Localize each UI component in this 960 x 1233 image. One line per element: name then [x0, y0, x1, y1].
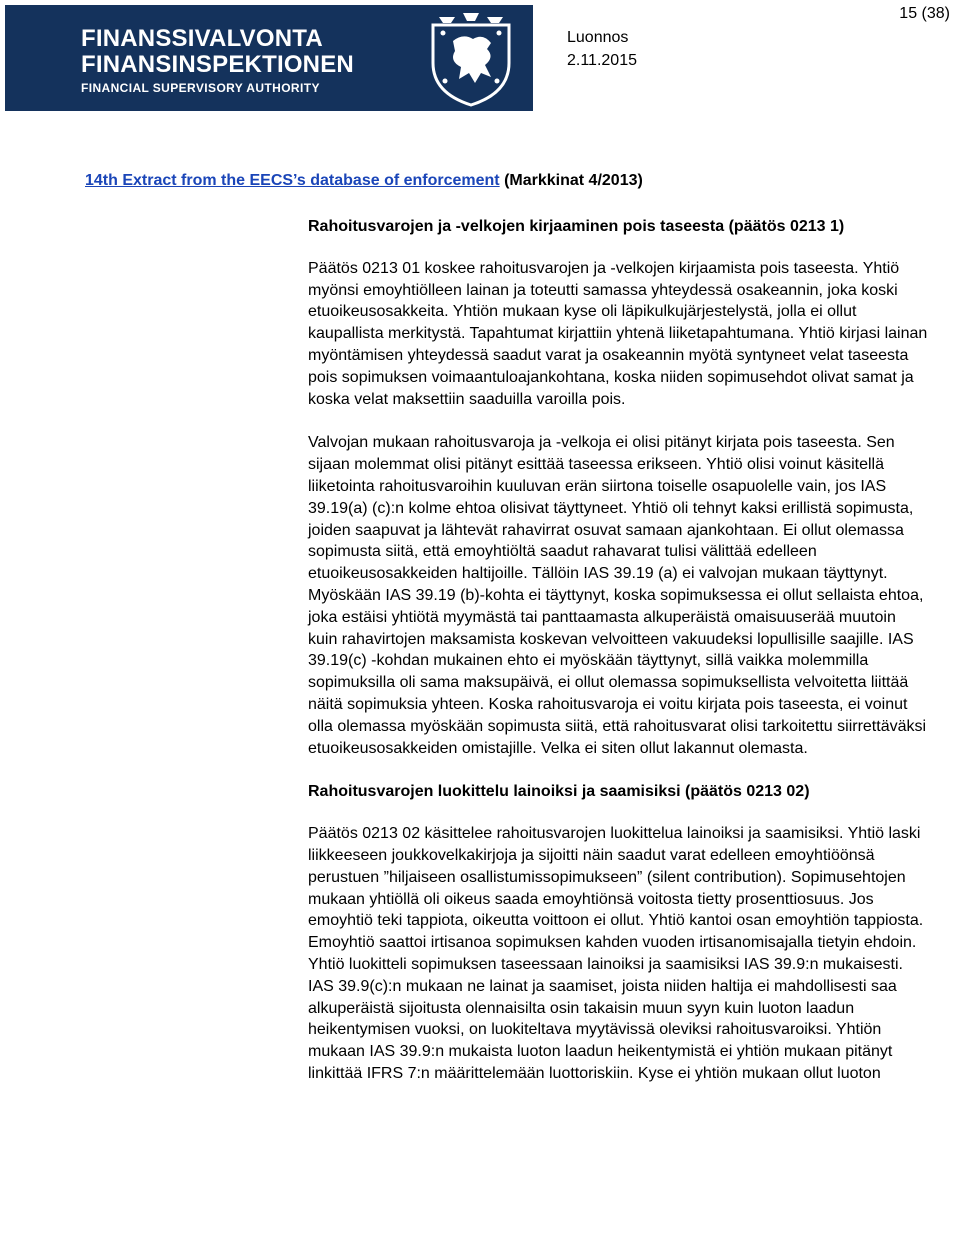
paragraph: Päätös 0213 02 käsittelee rahoitusvarojen luokittelua lainoiksi ja saamisiksi. Yhtiö laski liikkeeseen joukkovelkakirjoja ja sijoitti näin saadut varat edelleen emoyhtiöönsä perustuen ”hiljaiseen osallistumissopimukseen” (silent contribution). Sopimusehtojen mukaan yhtiöllä oli oikeus saada emoyhtiönsä voitosta tietty prosenttiosuus. Jos emoyhtiö teki tappiota, oikeutta voittoon ei ollut. Yhtiö kantoi osan emoyhtiön tappiosta. Emoyhtiö saattoi irtisanoa sopimuksen kahden vuoden irtisanomisajalla tietyin ehdoin. Yhtiö luokitteli sopimuksen taseessaan lainoiksi ja saamisiksi IAS 39.9:n mukaisesti. IAS 39.9(c):n mukaan ne lainat ja saamiset, joista niiden haltija ei mahdollisesti saa alkuperäistä sijoitusta olennaisilta osin takaisin muun syyn kuin luoton laadun heikentymisen vuoksi, on luokiteltava myytävissä oleviksi rahoitusvaroiksi. Yhtiön mukaan IAS 39.9:n mukaista luoton laadun heikentymistä ei yhtiön mukaan pitänyt linkittää IFRS 7:n määrittelemään luottoriskiin. Kyse ei yhtiön mukaan ollut luoton: [308, 825, 924, 1082]
paragraph: Valvojan mukaan rahoitusvaroja ja -velkoja ei olisi pitänyt kirjata pois taseesta. Sen sijaan molemmat olisi pitänyt esittää taseessa erikseen. Yhtiö olisi voinut käsitellä liiketointa rahoitusvaroihin kuuluvan erän siirtona toiselle osapuolelle vain, jos IAS 39.19(a) (c):n kolme ehtoa olisivat täyttyneet. Yhtiö oli tehnyt kaksi erillistä sopimusta, joiden saapuvat ja lähtevät rahavirrat osuvat samaan ajankohtaan. Ei ollut olemassa sopimusta siitä, että emoyhtiöltä saadut rahavarat tulisi välittää edelleen etuoikeusosakkeiden haltijoille. Tällöin IAS 39.19 (a) ei valvojan mukaan täyttynyt. Myöskään IAS 39.19 (b)-kohta ei täyttynyt, koska sopimuksessa ei ollut sellaista ehtoa, joka estäisi yhtiötä myymästä tai panttaamasta alkuperäistä omaisuuserää muutoin kuin rahavirtojen maksamista koskevan velvoitteen vakuudeksi lopullisille saajille. IAS 39.19(c) -kohdan mukainen ehto ei myöskään täyttynyt, sillä vaikka molemmilla sopimuksilla oli sama maksupäivä, ei ollut olemassa sopimuksellista velvoitetta liittää näitä sopimuksia yhteen. Koska rahoitusvaroja ei voitu kirjata pois taseesta, ei voinut olla olemassa myöskään sopimusta siitä, että rahoitusvarat olisi tarkoitettu siirrettäväksi etuoikeusosakkeiden omistajille. Velka ei siten ollut lakannut olemasta.: [308, 434, 927, 757]
eecs-database-link[interactable]: 14th Extract from the EECS’s database of enforcement: [85, 172, 500, 189]
lion-crest-icon: [425, 11, 517, 107]
logo-line-swedish: FINANSINSPEKTIONEN: [81, 51, 354, 78]
draft-info: [567, 26, 637, 72]
logo-line-english: FINANCIAL SUPERVISORY AUTHORITY: [81, 81, 320, 95]
section-heading: Rahoitusvarojen ja -velkojen kirjaaminen pois taseesta (päätös 0213 1): [308, 218, 845, 235]
paragraph: Päätös 0213 01 koskee rahoitusvarojen ja -velkojen kirjaamista pois taseesta. Yhtiö myönsi emoyhtiölleen lainan ja toteutti samassa yhteydessä osakeannin, joka koski etuoikeusosakkeita. Yhtiön mukaan kyse oli läpikulkujärjestelystä, jolla ei ollut kaupallista merkitystä. Tapahtumat kirjattiin yhtenä liiketapahtumana. Yhtiö kirjasi lainan myöntämisen yhteydessä saadut varat ja osakeannin myötä syntyneet velat taseesta pois sopimuksen voimaantuloajankohtana, koska niiden sopimusehdot olivat samat ja koska velat maksettiin saaduilla varoilla pois.: [308, 259, 928, 408]
document-body: [308, 216, 928, 1085]
source-reference: [85, 172, 643, 190]
draft-date: 2.11.2015: [567, 52, 637, 69]
logo-line-finnish: FINANSSIVALVONTA: [81, 25, 323, 52]
authority-logo: [5, 5, 533, 111]
section-heading: Rahoitusvarojen luokittelu lainoiksi ja saamisiksi (päätös 0213 02): [308, 783, 810, 801]
source-reference-suffix: (Markkinat 4/2013): [499, 172, 643, 189]
draft-status: Luonnos: [567, 29, 629, 46]
page-number: 15 (38): [899, 5, 950, 22]
